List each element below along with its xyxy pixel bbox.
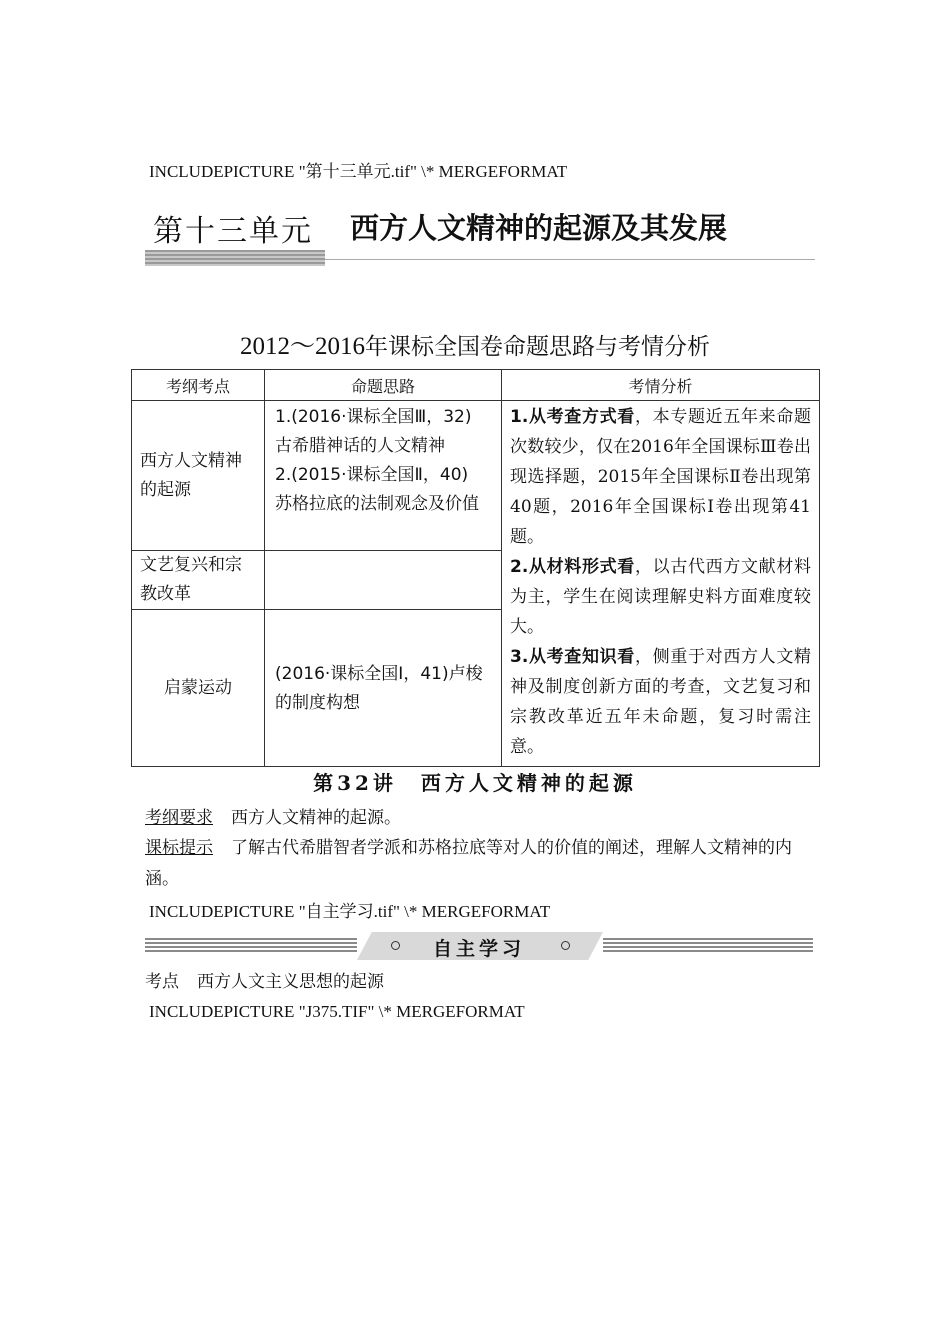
exam-point-label: 考点 [145,972,179,992]
analysis-point [510,552,811,642]
unit-title: 西方人文精神的起源及其发展 [350,211,728,245]
table-row [132,401,820,551]
analysis-point [510,642,811,762]
lecture-title: 第32讲 西方人文精神的起源 [313,771,637,795]
hint-text: 了解古代希腊智者学派和苏格拉底等对人的价值的阐述，理解人文精神的内涵。 [145,838,792,889]
idea-ref: 1.(2016·课标全国Ⅲ，32) [275,407,472,427]
analysis-table [131,369,820,767]
banner-decor-bar [145,250,325,266]
hint-label: 课标提示 [145,838,213,858]
idea-text: 苏格拉底的法制观念及价值 [275,494,479,514]
idea-ref: (2016·课标全国Ⅰ，41) [275,664,449,684]
analysis-cell [502,401,820,767]
banner-rule [325,259,815,260]
exam-point-line [145,967,815,998]
unit-banner [145,198,815,270]
title-text: 年课标全国卷命题思路与考情分析 [365,334,710,360]
requirement-label: 考纲要求 [145,808,213,828]
idea-text: 卢梭的制度构想 [275,664,483,713]
self-study-banner [145,932,813,960]
field-code-unit-image: INCLUDEPICTURE "第十三单元.tif" \* MERGEFORMAT [149,162,568,181]
analysis-lead: 1.从考查方式看 [510,407,635,427]
table-header-row [132,370,820,401]
idea-cell [265,401,502,551]
idea-cell-empty [265,551,502,610]
header-idea: 命题思路 [265,370,502,401]
banner-stripes-right [603,938,813,952]
idea-ref: 2.(2015·课标全国Ⅱ，40) [275,465,469,485]
unit-number: 第十三单元 [153,214,313,249]
topic-cell: 西方人文精神的起源 [132,401,265,551]
analysis-lead: 2.从材料形式看 [510,557,635,577]
title-years: 2012～2016 [239,333,365,360]
analysis-text: ，侧重于对西方人文精神及制度创新方面的考查，文艺复习和宗教改革近五年未命题，复习时需注意。 [510,647,812,757]
analysis-text: ，本专题近五年来命题次数较少，仅在2016年全国课标Ⅲ卷出现选择题，2015年全国课标Ⅱ卷出现第40题，2016年全国课标Ⅰ卷出现第41题。 [510,407,812,547]
requirement-line [145,803,815,834]
self-study-label: 自主学习 [432,938,525,960]
analysis-point [510,402,811,552]
header-topic: 考纲考点 [132,370,265,401]
idea-cell [265,610,502,767]
field-code-j375-image: INCLUDEPICTURE "J375.TIF" \* MERGEFORMAT [149,1002,525,1021]
requirement-text: 西方人文精神的起源。 [231,808,401,828]
header-analysis: 考情分析 [502,370,820,401]
field-code-self-study-image: INCLUDEPICTURE "自主学习.tif" \* MERGEFORMAT [149,902,551,921]
idea-text: 古希腊神话的人文精神 [275,436,445,456]
analysis-lead: 3.从考查知识看 [510,647,635,667]
topic-cell: 文艺复兴和宗教改革 [132,551,265,610]
topic-cell: 启蒙运动 [132,610,265,767]
analysis-table-title [130,326,820,362]
analysis-text: ，以古代西方文献材料为主，学生在阅读理解史料方面难度较大。 [510,557,812,637]
hint-paragraph [145,833,815,895]
exam-point-text: 西方人文主义思想的起源 [197,972,384,992]
